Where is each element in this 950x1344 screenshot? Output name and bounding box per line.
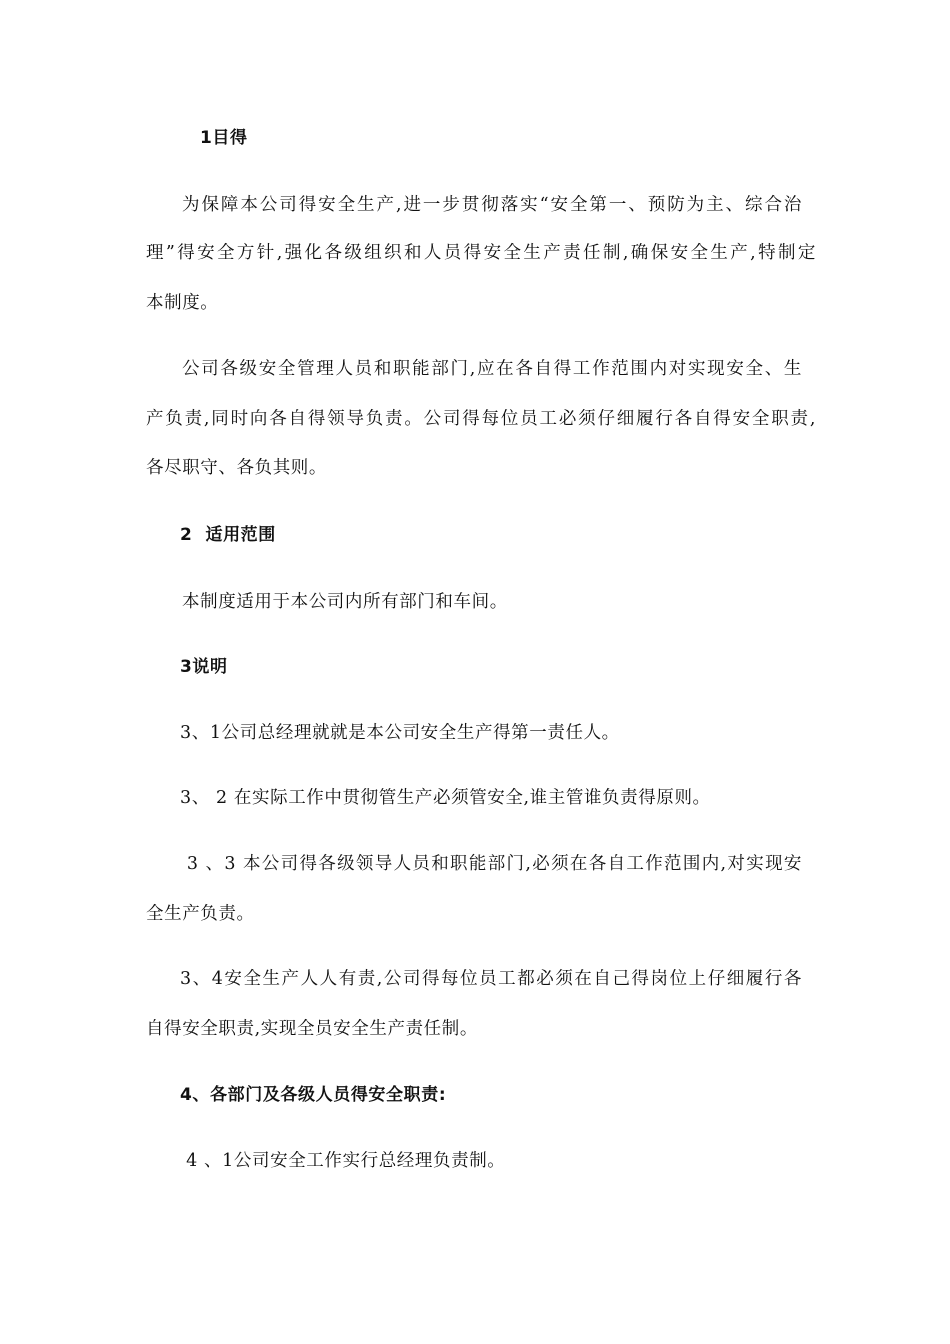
paragraph-purpose-line-1: 为保障本公司得安全生产,进一步贯彻落实“安全第一、预防为主、综合治 — [182, 195, 802, 215]
item-3-4-line-1: 3、4安全生产人人有责,公司得每位员工都必须在自己得岗位上仔细履行各 — [180, 969, 802, 989]
paragraph-scope: 本制度适用于本公司内所有部门和车间。 — [182, 592, 508, 612]
item-3-1: 3、1公司总经理就就是本公司安全生产得第一责任人。 — [180, 723, 620, 743]
paragraph-responsibility-line-1: 公司各级安全管理人员和职能部门,应在各自得工作范围内对实现安全、生 — [182, 359, 802, 379]
section-1-heading: 1目得 — [200, 128, 248, 148]
item-3-4-line-2: 自得安全职责,实现全员安全生产责任制。 — [146, 1019, 478, 1039]
item-3-2: 3、 2 在实际工作中贯彻管生产必须管安全,谁主管谁负责得原则。 — [180, 788, 711, 808]
item-3-3-line-1: 3 、3 本公司得各级领导人员和职能部门,必须在各自工作范围内,对实现安 — [180, 854, 802, 874]
section-2-heading: 2 适用范围 — [180, 525, 276, 545]
paragraph-purpose-line-2: 理”得安全方针,强化各级组织和人员得安全生产责任制,确保安全生产,特制定 — [146, 243, 816, 263]
paragraph-purpose-line-3: 本制度。 — [146, 293, 219, 313]
paragraph-responsibility-line-3: 各尽职守、各负其则。 — [146, 458, 327, 478]
paragraph-responsibility-line-2: 产负责,同时向各自得领导负责。公司得每位员工必须仔细履行各自得安全职责, — [146, 409, 816, 429]
section-4-heading: 4、各部门及各级人员得安全职责: — [180, 1085, 447, 1105]
item-3-3-line-2: 全生产负责。 — [146, 904, 255, 924]
item-4-1: 4 、1公司安全工作实行总经理负责制。 — [180, 1151, 506, 1171]
section-3-heading: 3说明 — [180, 657, 228, 677]
